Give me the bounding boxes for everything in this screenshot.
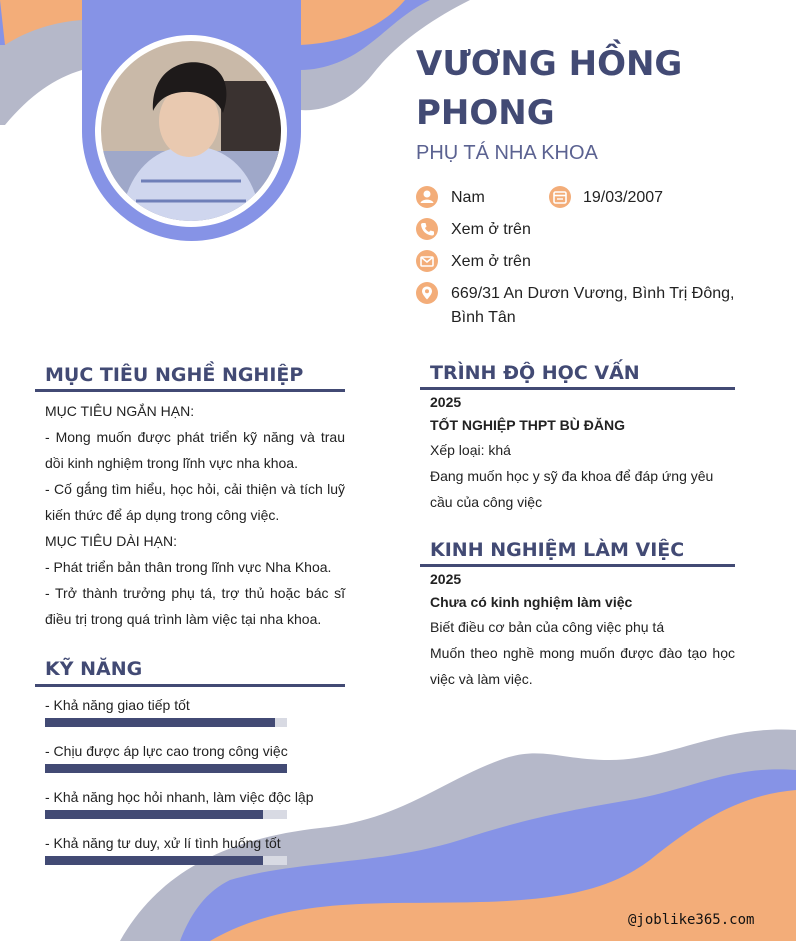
short-term-item: - Mong muốn được phát triển kỹ năng và trau dồi kinh nghiệm trong lĩnh vực nha khoa. (45, 429, 345, 471)
skill-bar-fill (45, 856, 263, 865)
experience-year: 2025 (430, 571, 462, 587)
calendar-icon (549, 186, 571, 208)
education-body (430, 389, 735, 515)
skill-label: - Chịu được áp lực cao trong công việc (45, 743, 288, 759)
skills-divider (35, 684, 345, 687)
short-term-heading: MỤC TIÊU NGẮN HẠN: (45, 403, 195, 419)
footer-handle: @joblike365.com (628, 912, 755, 928)
experience-title: KINH NGHIỆM LÀM VIỆC (430, 539, 685, 561)
address-value: 669/31 An Dươn Vương, Bình Trị Đông, Bình Tân (451, 285, 735, 326)
skill-bar (45, 718, 287, 727)
long-term-item: - Phát triển bản thân trong lĩnh vực Nha Khoa. (45, 559, 332, 575)
skill-label: - Khả năng học hỏi nhanh, làm việc độc lập (45, 789, 314, 805)
phone-value: Xem ở trên (451, 221, 531, 238)
education-note: Đang muốn học y sỹ đa khoa để đáp ứng yêu cầu của công việc (430, 468, 714, 510)
long-term-item: - Trở thành trưởng phụ tá, trợ thủ hoặc bác sĩ điều trị trong quá trình làm việc tại nha khoa. (45, 585, 345, 627)
location-icon (416, 282, 438, 304)
long-term-heading: MỤC TIÊU DÀI HẠN: (45, 533, 177, 549)
objective-body (45, 398, 345, 632)
skill-label: - Khả năng giao tiếp tốt (45, 697, 190, 713)
skill-bar (45, 856, 287, 865)
experience-body (430, 566, 735, 692)
skill-bar-fill (45, 810, 263, 819)
skill-bar (45, 810, 287, 819)
education-grade: Xếp loại: khá (430, 442, 511, 458)
email-value: Xem ở trên (451, 253, 531, 270)
mail-icon (416, 250, 438, 272)
education-year: 2025 (430, 394, 462, 410)
skill-bar-fill (45, 764, 287, 773)
education-title: TRÌNH ĐỘ HỌC VẤN (430, 362, 640, 384)
candidate-name: VƯƠNG HỒNG PHONG (416, 44, 683, 133)
skill-bar-fill (45, 718, 275, 727)
experience-heading: Chưa có kinh nghiệm làm việc (430, 594, 633, 610)
gender-value: Nam (451, 189, 485, 206)
person-icon (416, 186, 438, 208)
objective-title: MỤC TIÊU NGHỀ NGHIỆP (45, 364, 304, 386)
skills-title: KỸ NĂNG (45, 658, 143, 680)
skill-label: - Khả năng tư duy, xử lí tình huống tốt (45, 835, 281, 851)
short-term-item: - Cố gắng tìm hiểu, học hỏi, cải thiện và tích luỹ kiến thức để áp dụng trong công việc. (45, 481, 345, 523)
experience-item: Biết điều cơ bản của công việc phụ tá (430, 619, 665, 635)
objective-divider (35, 389, 345, 392)
phone-icon (416, 218, 438, 240)
school-name: TỐT NGHIỆP THPT BÙ ĐĂNG (430, 417, 625, 433)
profile-photo (101, 41, 281, 221)
job-title: PHỤ TÁ NHA KHOA (416, 142, 598, 164)
skill-bar (45, 764, 287, 773)
birthdate-value: 19/03/2007 (583, 189, 664, 206)
experience-item: Muốn theo nghề mong muốn được đào tạo học việc và làm việc. (430, 645, 735, 687)
